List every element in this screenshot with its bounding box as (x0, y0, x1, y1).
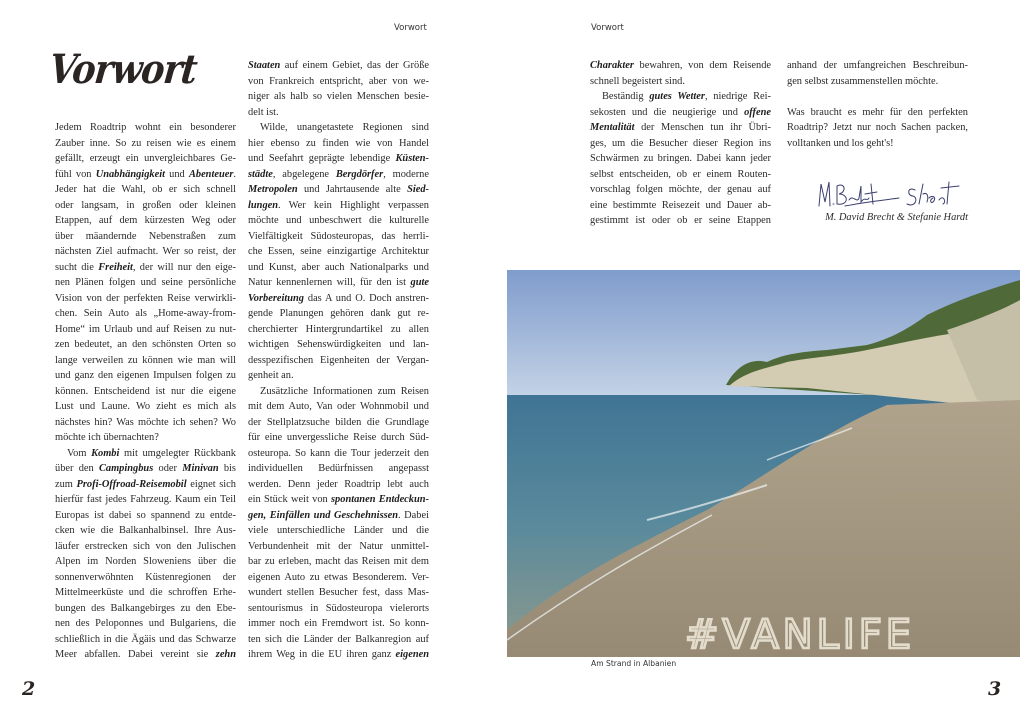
text-line (248, 415, 429, 431)
text-line (248, 554, 429, 570)
text: , der will nur den eige- (132, 261, 237, 273)
text-line (787, 136, 968, 152)
emphasis-text: gutes Wetter (649, 91, 705, 102)
text-line (55, 461, 236, 477)
text: Was braucht es mehr für den perfekten (787, 106, 968, 118)
text-line (248, 151, 429, 167)
text: gestimmt ist oder ob er seine Etappen (590, 215, 771, 226)
text-line (248, 291, 429, 307)
text: Jeder hat die Wahl, ob er sich schnell (55, 184, 236, 195)
text-line (55, 616, 236, 632)
emphasis-text: Unabhängigkeit (95, 168, 165, 180)
text-line (55, 446, 236, 462)
emphasis-text: Freiheit (98, 261, 133, 273)
text: Verbundenheit mit der Natur unmittel- (248, 540, 429, 552)
text-line (55, 353, 236, 369)
text: auf einem Gebiet, das der Größe (280, 60, 429, 71)
text: delt ist. (248, 106, 279, 118)
text: Schwärmen zu bringen. Dabei kann jeder (590, 153, 771, 164)
emphasis-text: eigenen (395, 649, 429, 660)
text-line (787, 58, 968, 74)
text-line (248, 167, 429, 183)
text: Europas ist dabei so spannend zu entde- (55, 509, 236, 521)
emphasis-text: Küsten- (395, 153, 429, 164)
text-line (55, 554, 236, 570)
text: che Essen, seine einzigartige Architektur (248, 246, 429, 257)
text-line (590, 105, 771, 121)
text-line (248, 353, 429, 369)
text: Home“ im Urlaub und auf Reisen zu nut- (55, 323, 236, 335)
signer-names: M. David Brecht & Stefanie Hardt (825, 212, 968, 223)
text: nen des Peloponnes und Bulgariens, die (55, 618, 236, 629)
text-line (248, 244, 429, 260)
text-line (248, 632, 429, 648)
text-line (55, 213, 236, 229)
text-line (55, 601, 236, 617)
text-line (55, 337, 236, 353)
text-line (248, 337, 429, 353)
emphasis-text: Sied- (407, 184, 429, 195)
text: Vom (67, 447, 92, 459)
text-line (55, 399, 236, 415)
text: Beständig (602, 91, 650, 102)
paragraph (248, 58, 429, 120)
text: viele unterschiedliche Länder und die (248, 525, 429, 536)
text: cherchierter Hintergrundartikel zu allen (248, 323, 429, 335)
text: Etappen, auf dem kürzesten Weg oder (55, 215, 236, 226)
text-line (248, 461, 429, 477)
text: anhand der umfangreichen Beschreibun- (787, 60, 968, 71)
text-line (248, 616, 429, 632)
text: und Kunst, aber auch Nationalparks und (248, 261, 429, 273)
text-line (248, 523, 429, 539)
text-line (55, 384, 236, 400)
text: werden. Denn jeder Roadtrip lebt auch (248, 478, 429, 490)
text-line (590, 89, 771, 105)
text: lange verweilen zu können wie man will (55, 354, 236, 366)
text-line (55, 415, 236, 431)
text: nächsten Ziel aufmacht. Wer so reist, der (55, 246, 236, 257)
text: selbst entscheiden, ob er einem Routen- (590, 168, 771, 180)
text-line (248, 585, 429, 601)
paragraph (248, 384, 429, 663)
text-line (248, 570, 429, 586)
text-line (248, 384, 429, 400)
paragraph (787, 58, 968, 89)
text: , abgelegene (272, 168, 336, 180)
text: der Menschen tun ihr Übri- (634, 122, 771, 133)
paragraph (248, 120, 429, 384)
text: zen bedeutet, an den schönsten Orten so (55, 339, 236, 350)
text-line (248, 430, 429, 446)
text: gefällt, erzeugt ein unvergleichbares Ge- (55, 153, 236, 164)
text-line (55, 368, 236, 384)
text-line (248, 368, 429, 384)
text-line (787, 120, 968, 136)
text-line (248, 182, 429, 198)
text-line (55, 291, 236, 307)
text: Meer abfallen. Dabei vereint sie (55, 649, 216, 660)
beach-photo (507, 270, 1020, 657)
text-line (55, 570, 236, 586)
emphasis-text: Staaten (248, 60, 281, 71)
sand-lettering: #VANLIFE (685, 612, 915, 657)
text-line (248, 647, 429, 663)
text: ein Stück weit von (248, 494, 332, 505)
text: individuellen Bedürfnissen angepasst (248, 463, 429, 474)
text: und Seefahrt geprägte lebendige (248, 153, 396, 164)
text: für eine unvergessliche Reise durch Süd- (248, 432, 429, 443)
text-line (248, 260, 429, 276)
text: schließlich in die Ägäis und das Schwarze (55, 633, 236, 645)
text: Jedem Roadtrip wohnt ein besonderer (55, 122, 236, 133)
text-line (55, 167, 236, 183)
text: hier ebenso zu finden wie von Handel (248, 137, 429, 149)
text-line (590, 213, 771, 229)
text: , niedrige Rei- (704, 91, 771, 102)
emphasis-text: offene (744, 106, 771, 118)
text-line (787, 74, 968, 90)
emphasis-text: Campingbus (98, 463, 154, 474)
text-line (248, 322, 429, 338)
text: Natur kennenlernen will, für den ist (248, 277, 411, 288)
text: hierfür fast jedes Fahrzeug. Kaum ein Teil (55, 494, 236, 505)
column-4 (787, 58, 968, 151)
text: immer noch ein Fremdwort ist. So konn- (248, 618, 429, 629)
text: . (233, 168, 236, 180)
text: nen Plänen folgen und seine persönliche (55, 277, 236, 288)
text-line (248, 58, 429, 74)
emphasis-text: Metropolen (248, 184, 298, 195)
text-line (55, 632, 236, 648)
text: und (164, 168, 189, 180)
running-head-left: Vorwort (394, 23, 427, 33)
text: Alpen im Norden Sloweniens über die (55, 556, 236, 567)
text: nächstes hin? Was möchte ich sehen? Wo (55, 416, 236, 428)
text-line (248, 399, 429, 415)
paragraph (55, 446, 236, 663)
text-line (248, 306, 429, 322)
paragraph (590, 58, 771, 89)
column-3 (590, 58, 771, 229)
text: fühl von (55, 168, 96, 180)
text: volltanken und los geht's! (787, 137, 894, 149)
chapter-title: Vorwort (47, 46, 199, 94)
text: eine bestimmte Reisezeit und Dauer ab- (590, 199, 771, 211)
text: gen selbst zusammenstellen möchte. (787, 75, 939, 87)
text: . Wer kein Highlight verpassen (278, 199, 429, 211)
text: , moderne (383, 168, 429, 180)
text-line (55, 430, 236, 446)
text: wichtigen Sehenswürdigkeiten und lan- (248, 339, 429, 350)
text-line (55, 229, 236, 245)
text-line (55, 322, 236, 338)
text-line (55, 523, 236, 539)
text-line (55, 647, 236, 663)
text-line (787, 105, 968, 121)
text: Wilde, unangetastete Regionen sind (260, 122, 429, 133)
emphasis-text: Charakter (590, 60, 634, 71)
text: sonnenverwöhnten Küstenregionen der (55, 571, 236, 583)
text-line (55, 151, 236, 167)
text: sentourismus in Südosteuropa vielerorts (248, 602, 429, 614)
text-line (248, 105, 429, 121)
text-line (248, 89, 429, 105)
text: mit dem Auto, Van oder Wohnmobil und (248, 401, 429, 412)
text: über den (55, 463, 99, 474)
paragraph (590, 89, 771, 229)
text: ges, um die Besucher dieser Region ins (590, 137, 771, 149)
text-line (590, 120, 771, 136)
text-line (248, 136, 429, 152)
paragraph (787, 105, 968, 152)
text: läufer erstrecken sich von den Julischen (55, 540, 236, 552)
text: schnell begeistert sind. (590, 75, 685, 87)
emphasis-text: Vorbereitung (248, 292, 305, 304)
text-line (55, 508, 236, 524)
text: bis (218, 463, 236, 474)
text: eignet sich (186, 478, 236, 490)
text-line (248, 477, 429, 493)
paragraph (55, 120, 236, 446)
text-line (248, 508, 429, 524)
text: Mittelmeerküste und die schroffen Erhe- (55, 587, 236, 598)
text: desspezifischen Eigenheiten der Vergan- (248, 354, 429, 366)
text: über mäandernde Nebenstraßen zum (55, 230, 236, 242)
text: Zauber inne. So zu reisen wie es einem (55, 137, 236, 149)
text: bewahren, von dem Reisende (633, 60, 771, 71)
text-line (55, 585, 236, 601)
text: möchte und unbeschwert die kulturelle (248, 215, 429, 226)
text: ihrem Weg in die EU ihren ganz (248, 649, 396, 660)
emphasis-text: städte (248, 168, 273, 180)
text: cken wie die Balkanhalbinsel. Ihre Aus- (55, 525, 236, 536)
emphasis-text: Kombi (91, 447, 120, 459)
text: oder (153, 463, 183, 474)
text: wundert stellen Besucher fest, dass Mas- (248, 587, 429, 598)
text: Roadtrip? Jetzt nur noch Sachen packen, (787, 122, 968, 133)
text: möchte ich übernachten? (55, 432, 159, 443)
text: osteuropa. So kann die Tour jederzeit den (248, 447, 429, 459)
text: vorschlag folgen möchte, der genau auf (590, 184, 771, 195)
text: eigenen Auto zu etwas Besonderem. Ver- (248, 571, 429, 583)
text-line (55, 120, 236, 136)
emphasis-text: Profi-Offroad-Reisemobil (76, 478, 187, 490)
text-line (248, 539, 429, 555)
text-line (248, 275, 429, 291)
text: Vielfältigkeit Südosteuropas, das herrli- (248, 230, 429, 242)
emphasis-text: Abenteuer (188, 168, 234, 180)
text-line (55, 306, 236, 322)
emphasis-text: lungen (248, 199, 279, 211)
text-line (590, 58, 771, 74)
text-line (248, 446, 429, 462)
text-line (590, 74, 771, 90)
text: sekosten und die neugierige und (590, 106, 745, 118)
text-line (55, 136, 236, 152)
text-line (248, 74, 429, 90)
text-line (590, 182, 771, 198)
text: können. Entscheidend ist nur die eigene (55, 385, 236, 397)
text: oder langsam, in großen oder kleinen (55, 199, 236, 211)
text-line (248, 601, 429, 617)
emphasis-text: gen, Einfällen und Geschehnissen (248, 509, 399, 521)
text: und Jahrtausende alte (297, 184, 408, 195)
text: chen. Sein Auto als „Home-away-from- (55, 308, 236, 319)
text-line (55, 260, 236, 276)
text-line (55, 198, 236, 214)
emphasis-text: zehn (215, 649, 236, 660)
text-line (55, 275, 236, 291)
text: gende Planungen gehören dank gut re- (248, 308, 429, 319)
text: ten sich die Länder der Balkanregion auf (248, 633, 429, 645)
text-line (55, 492, 236, 508)
emphasis-text: gute (410, 277, 429, 288)
signature-image (815, 176, 965, 212)
emphasis-text: Mentalität (590, 122, 635, 133)
emphasis-text: Minivan (182, 463, 219, 474)
page-number-right: 3 (988, 678, 1002, 700)
text: mit umgelegter Rückbank (119, 447, 236, 459)
text: Zusätzliche Informationen zum Reisen (260, 385, 429, 397)
text: niger als halb so vielen Menschen besie- (248, 91, 429, 102)
text-line (590, 167, 771, 183)
text: sucht die (55, 261, 99, 273)
running-head-right: Vorwort (591, 23, 624, 33)
text: von Frankreich entspricht, aber von we- (248, 75, 429, 87)
text: Vision von der perfekten Reise verwirkli- (55, 292, 236, 304)
text-line (248, 492, 429, 508)
text: der Stellplatzsuche bilden die Grundlage (248, 416, 429, 428)
text-line (55, 477, 236, 493)
text: zum (55, 478, 77, 490)
emphasis-text: Bergdörfer (335, 168, 384, 180)
text: das A und O. Doch anstren- (304, 292, 429, 304)
text-line (248, 229, 429, 245)
text: bar zu erleben, macht das Reisen mit dem (248, 556, 429, 567)
text: Lust und Laune. Wo zieht es mich als (55, 401, 236, 412)
column-2 (248, 58, 429, 663)
text-line (590, 151, 771, 167)
column-1 (55, 120, 236, 663)
text-line (248, 120, 429, 136)
text: bungen des Balkangebirges zu den Ebe- (55, 602, 236, 614)
text: genheit an. (248, 370, 294, 381)
text: und ganz den eigenen Impulsen folgen zu (55, 370, 236, 381)
text-line (55, 182, 236, 198)
text-line (590, 136, 771, 152)
page-number-left: 2 (22, 678, 36, 700)
emphasis-text: spontanen Entdeckun- (331, 494, 429, 505)
text-line (248, 198, 429, 214)
text-line (55, 244, 236, 260)
text-line (590, 198, 771, 214)
text-line (248, 213, 429, 229)
text: . Dabei (398, 509, 429, 521)
text-line (55, 539, 236, 555)
photo-caption: Am Strand in Albanien (591, 659, 677, 668)
